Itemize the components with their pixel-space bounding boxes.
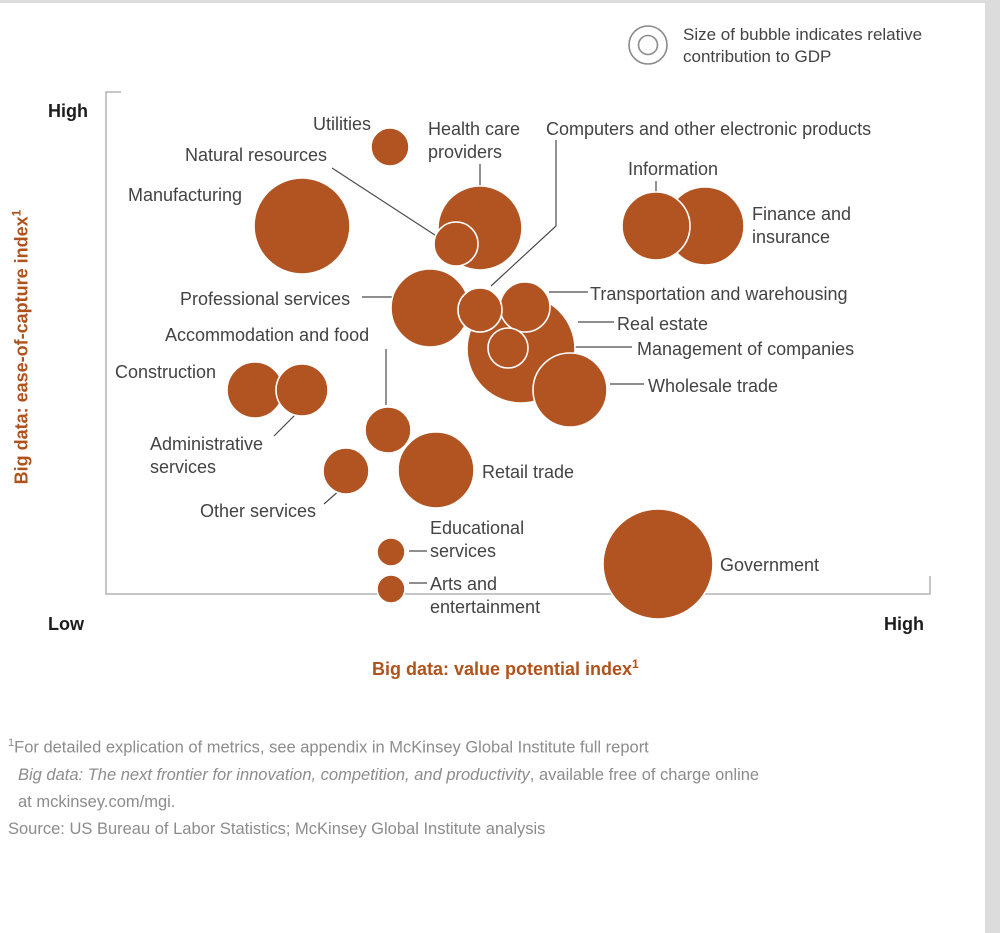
label-health-care-providers: Health care providers [428,119,521,162]
footnote-line-1: $^1$For detailed explication of metrics, see appendix in McKinsey Global Institute full report [8,737,649,757]
y-axis-title: Big data: ease-of-capture index$^1$ [9,209,32,485]
label-accommodation-food: Accommodation and food [165,325,370,345]
label-information: Information [628,159,719,179]
label-real-estate: Real estate [617,314,709,334]
label-government: Government [720,555,820,575]
label-computers-electronics: Computers and other electronic products [546,119,872,139]
label-manufacturing: Manufacturing [128,185,243,205]
footnotes [8,730,759,843]
y-title-footnote-marker: 1 [9,209,24,217]
x-axis-title: Big data: value potential index$^1$ [372,657,639,679]
label-wholesale-trade: Wholesale trade [648,376,779,396]
label-natural-resources: Natural resources [185,145,328,165]
y-axis-low-label: Low [48,614,84,634]
label-arts-entertainment: Arts and entertainment [430,574,541,617]
footnote-line-3: at mckinsey.com/mgi. [18,792,176,811]
label-administrative-services: Administrative services [150,434,264,477]
label-professional-services: Professional services [180,289,351,309]
label-retail-trade: Retail trade [482,462,575,482]
label-transportation-warehousing: Transportation and warehousing [590,284,848,304]
label-finance-insurance: Finance and insurance [752,204,852,247]
x-axis-high-label: High [884,614,924,634]
footnote-line-2: Big data: The next frontier for innovation, competition, and productivity, available free of charge online [18,765,760,784]
label-management-of-companies: Management of companies [637,339,855,359]
label-construction: Construction [115,362,217,382]
legend-line1: Size of bubble indicates relative [683,25,923,44]
y-axis-high-label: High [48,101,88,121]
legend-line2: contribution to GDP [683,47,832,66]
x-title-footnote-marker: 1 [632,657,639,671]
label-utilities: Utilities [313,114,372,134]
label-educational-services: Educational services [430,518,525,561]
source-line: Source: US Bureau of Labor Statistics; McKinsey Global Institute analysis [8,819,546,838]
label-other-services: Other services [200,501,317,521]
